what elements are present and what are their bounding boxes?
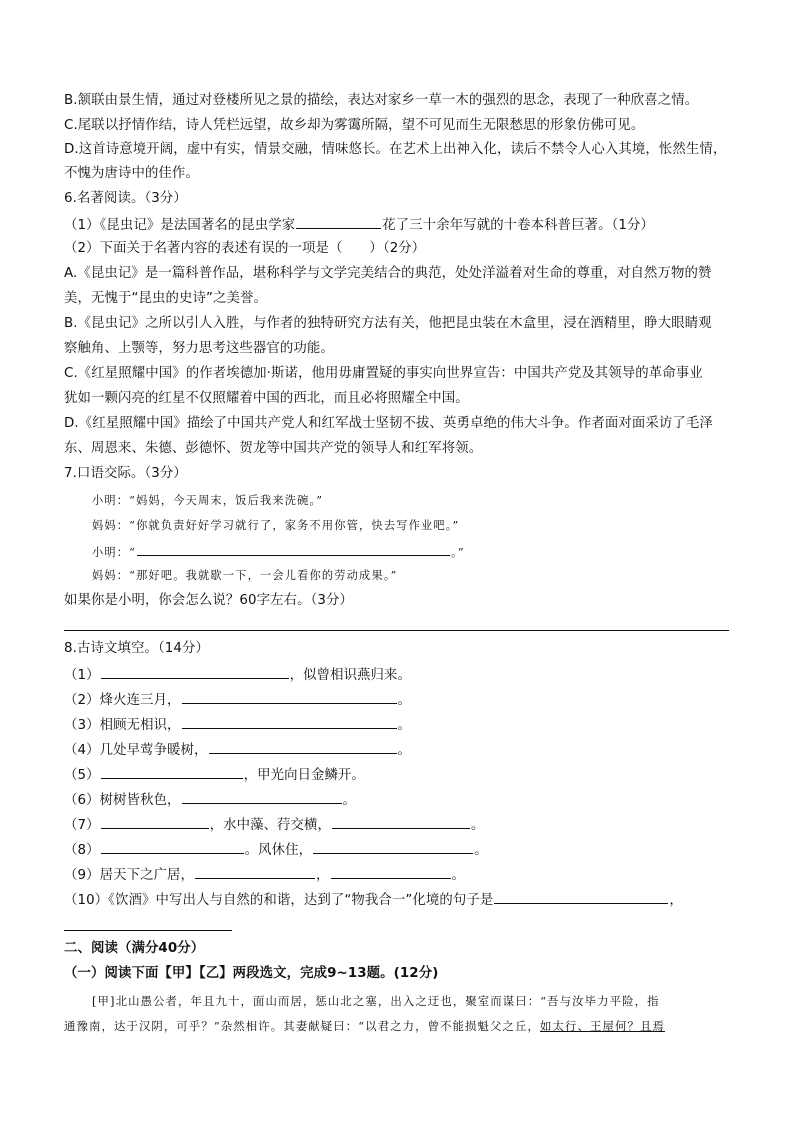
q6-sub1-before: （1）《昆虫记》是法国著名的昆虫学家: [64, 218, 296, 233]
q5-option-c: C.尾联以抒情作结，诗人凭栏远望，故乡却为雾霭所隔，望不可见而生无限愁思的形象仿佛可见。: [64, 118, 645, 133]
q6-option-c-line2: 犹如一颗闪亮的红星不仅照耀着中国的西北，而且必将照耀全中国。: [64, 391, 469, 406]
answer-line[interactable]: [64, 930, 232, 931]
q6-option-b-line2: 察触角、上颚等，努力思考这些器官的功能。: [64, 341, 334, 356]
answer-blank[interactable]: [209, 740, 397, 754]
answer-blank[interactable]: [101, 840, 244, 854]
q6-option-a-line2: 美，无愧于“昆虫的史诗”之美誉。: [64, 291, 267, 306]
answer-blank[interactable]: [101, 665, 289, 679]
answer-blank[interactable]: [494, 890, 668, 904]
q6-title: 6.名著阅读。（3分）: [64, 191, 187, 206]
passage-line-2: [64, 1017, 665, 1035]
q7-dialog-1: 小明：“妈妈，今天周末，饭后我来洗碗。”: [92, 494, 324, 507]
q5-option-b: B.颔联由景生情，通过对登楼所见之景的描绘，表达对家乡一草一木的强烈的思念，表现了一种欣喜之情。: [64, 93, 699, 108]
q8-item-2: [64, 690, 411, 710]
q8-title: 8.古诗文填空。（14分）: [64, 641, 209, 656]
answer-blank[interactable]: [296, 215, 381, 229]
q7-prompt: 如果你是小明，你会怎么说？60字左右。（3分）: [64, 593, 353, 608]
item-label: （8）: [64, 843, 100, 858]
section-heading: 二、阅读（满分40分）: [64, 941, 205, 956]
item-label: （1）: [64, 668, 100, 683]
answer-blank[interactable]: [195, 865, 315, 879]
answer-line[interactable]: [64, 630, 729, 631]
q5-option-d-line1: D.这首诗意境开阔，虚中有实，情景交融，情味悠长。在艺术上出神入化，读后不禁令人心入其境，怅然生情，: [64, 142, 727, 157]
q5-option-d-line2: 不愧为唐诗中的佳作。: [64, 166, 199, 181]
q6-option-a-line1: A.《昆虫记》是一篇科普作品，堪称科学与文学完美结合的典范，处处洋溢着对生命的尊重，对自然万物的赞: [64, 266, 712, 281]
answer-blank[interactable]: [331, 865, 451, 879]
answer-blank[interactable]: [313, 840, 473, 854]
passage-line-1: [甲]北山愚公者，年且九十，面山而居，惩山北之塞，出入之迂也，聚室而谋曰：“吾与汝毕力平险，指: [92, 994, 660, 1008]
item-text: （10）《饮酒》中写出人与自然的和谐，达到了“物我合一”化境的句子是: [64, 893, 494, 908]
answer-blank[interactable]: [101, 765, 243, 779]
underlined-passage-text: 如太行、王屋何？且焉: [540, 1019, 665, 1033]
q8-item-10: [64, 890, 683, 910]
q6-sub2: （2）下面关于名著内容的表述有误的一项是（ ）（2分）: [64, 241, 426, 256]
item-text: ，水中藻、荇交横，: [209, 818, 332, 833]
item-text: 。: [397, 743, 412, 758]
item-text: （3）相顾无相识，: [64, 718, 181, 733]
q6-option-c-line1: C.《红星照耀中国》的作者埃德加·斯诺，他用毋庸置疑的事实向世界宣告：中国共产党及其领导的革命事业: [64, 366, 703, 381]
q7-dialog-3-after: 。”: [451, 546, 465, 559]
answer-blank[interactable]: [101, 815, 209, 829]
q7-dialog-3-before: 小明：“: [92, 546, 137, 559]
item-text: 。: [397, 718, 412, 733]
q8-item-7: [64, 815, 485, 835]
q7-dialog-4: 妈妈：“那好吧。我就歇一下，一会儿看你的劳动成果。”: [92, 569, 398, 582]
item-text: 。: [342, 793, 357, 808]
item-text: 。: [474, 843, 488, 858]
item-label: （7）: [64, 818, 100, 833]
part-heading: （一）阅读下面【甲】【乙】两段选文，完成9~13题。(12分): [64, 966, 439, 981]
q7-dialog-3: [92, 542, 465, 562]
item-text: ，: [316, 868, 330, 883]
answer-blank[interactable]: [182, 690, 397, 704]
item-text: 。: [451, 868, 466, 883]
item-text: （6）树树皆秋色，: [64, 793, 181, 808]
q8-item-1: [64, 665, 411, 685]
q7-title: 7.口语交际。（3分）: [64, 466, 187, 481]
item-text: 。: [397, 693, 412, 708]
q6-sub1-after: 花了三十余年写就的十卷本科普巨著。（1分）: [382, 218, 654, 233]
item-text: ，: [669, 893, 683, 908]
passage-text: 通豫南，达于汉阴，可乎？”杂然相许。其妻献疑曰：“以君之力，曾不能损魁父之丘，: [64, 1019, 541, 1033]
q6-option-d-line2: 东、周恩来、朱德、彭德怀、贺龙等中国共产党的领导人和红军将领。: [64, 441, 483, 456]
q6-option-d-line1: D.《红星照耀中国》描绘了中国共产党人和红军战士坚韧不拔、英勇卓绝的伟大斗争。作者面对面采访了毛泽: [64, 416, 713, 431]
q6-sub1: [64, 215, 654, 235]
item-text: 。风休住，: [244, 843, 313, 858]
item-text: ，甲光向日金鳞开。: [243, 768, 366, 783]
q8-item-6: [64, 790, 356, 810]
answer-blank[interactable]: [182, 790, 342, 804]
q7-dialog-2: 妈妈：“你就负责好好学习就行了，家务不用你管，快去写作业吧。”: [92, 519, 460, 532]
item-text: （4）几处早莺争暖树，: [64, 743, 208, 758]
q8-item-8: [64, 840, 488, 860]
item-label: （5）: [64, 768, 100, 783]
q8-item-5: [64, 765, 365, 785]
answer-blank[interactable]: [182, 715, 397, 729]
item-text: （2）烽火连三月，: [64, 693, 181, 708]
q8-item-9: [64, 865, 465, 885]
q6-option-b-line1: B.《昆虫记》之所以引人入胜，与作者的独特研究方法有关，他把昆虫装在木盒里，浸在酒精里，睁大眼睛观: [64, 316, 712, 331]
answer-blank[interactable]: [137, 542, 450, 556]
item-text: （9）居天下之广居，: [64, 868, 195, 883]
q8-item-3: [64, 715, 411, 735]
q8-item-4: [64, 740, 411, 760]
answer-blank[interactable]: [332, 815, 470, 829]
item-text: ，似曾相识燕归来。: [289, 668, 412, 683]
item-text: 。: [471, 818, 485, 833]
